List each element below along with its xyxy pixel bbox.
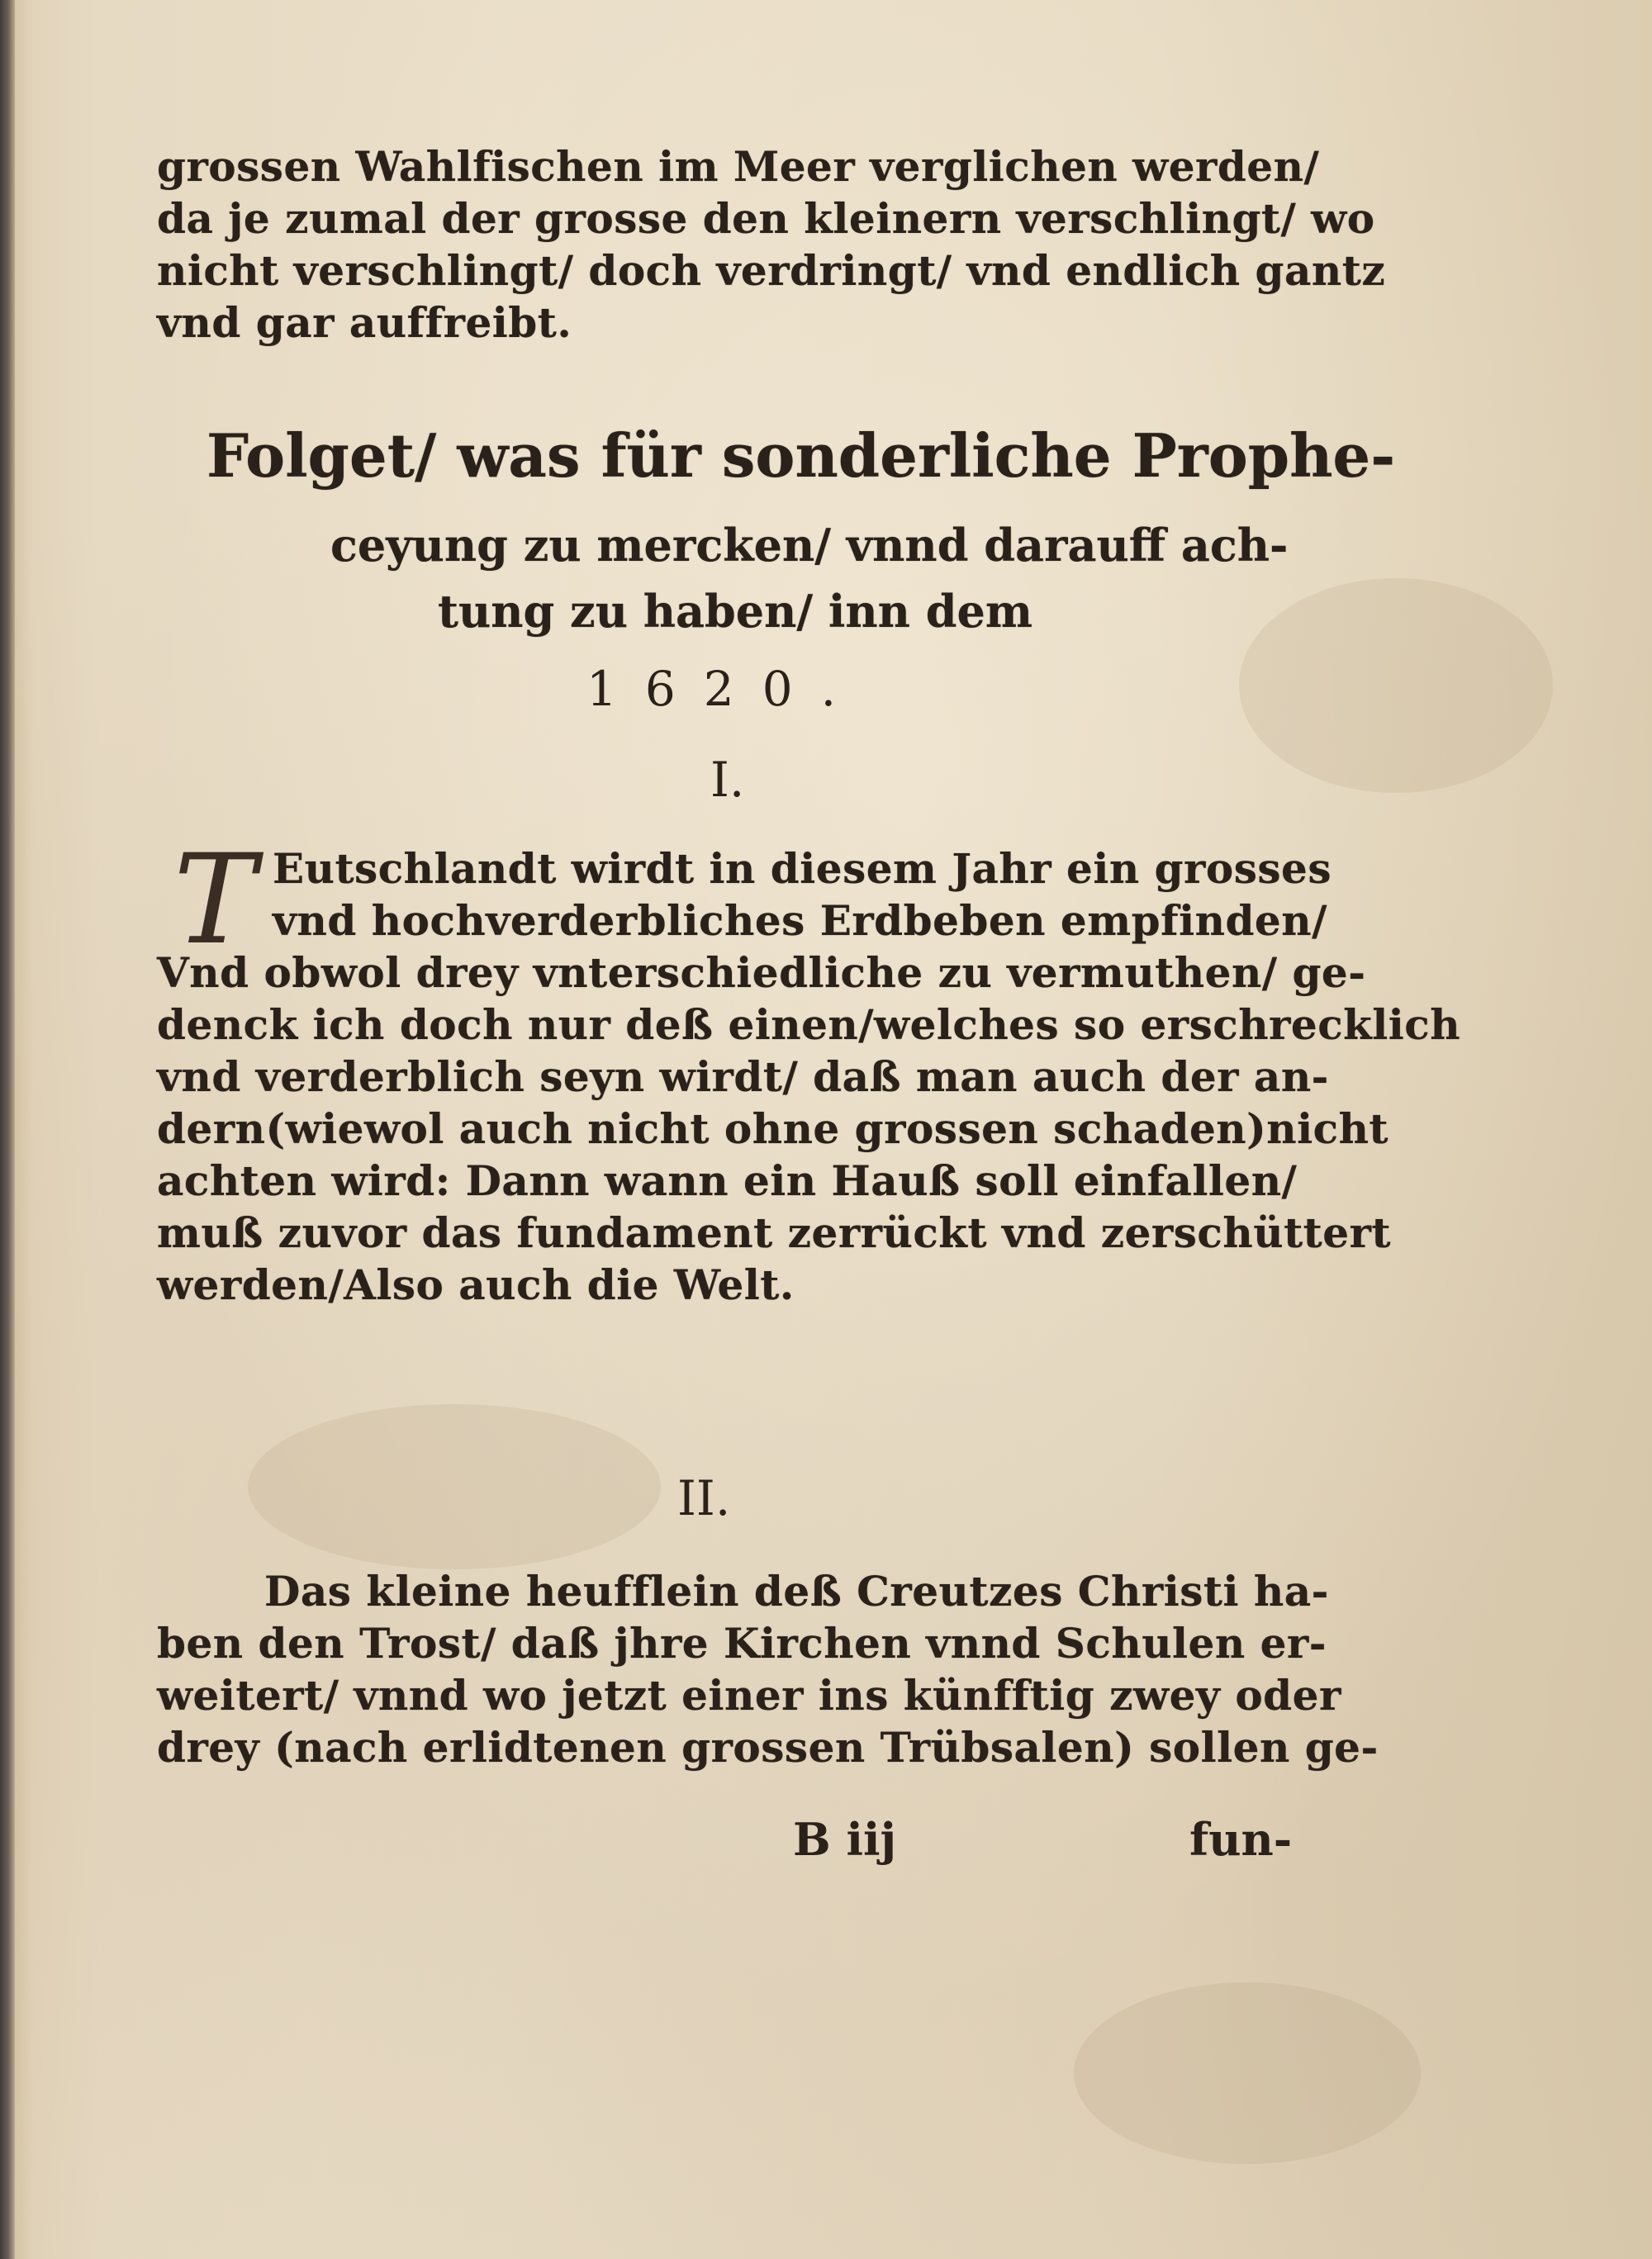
book-spine-edge bbox=[0, 0, 15, 2259]
paper-stain bbox=[1074, 1982, 1421, 2164]
catchword: fun- bbox=[1189, 1813, 1293, 1866]
text-line: Eutschlandt wirdt in diesem Jahr ein grosses bbox=[273, 844, 1332, 893]
section-heading-title: Folget/ was für sonderliche Prophe- bbox=[206, 420, 1396, 491]
text-line: muß zuvor das fundament zerrückt vnd zerschüttert bbox=[157, 1208, 1392, 1257]
text-line: vnd hochverderbliches Erdbeben empfinden/ bbox=[273, 896, 1327, 945]
heading-year: 1620. bbox=[586, 661, 865, 717]
section-number: I. bbox=[710, 752, 745, 808]
drop-capital: T bbox=[173, 828, 257, 972]
text-line: ben den Trost/ daß jhre Kirchen vnnd Schulen er- bbox=[157, 1619, 1327, 1668]
text-line: grossen Wahlfischen im Meer verglichen werden/ bbox=[157, 142, 1320, 191]
section-heading-subtitle: ceyung zu mercken/ vnnd darauff ach- bbox=[330, 519, 1289, 572]
text-line: Das kleine heufflein deß Creutzes Christi ha- bbox=[264, 1567, 1329, 1616]
text-line: vnd gar auffreibt. bbox=[157, 298, 572, 347]
text-line: nicht verschlingt/ doch verdringt/ vnd endlich gantz bbox=[157, 246, 1386, 295]
signature-mark: B iij bbox=[793, 1813, 897, 1866]
text-line: Vnd obwol drey vnterschiedliche zu vermuthen/ ge- bbox=[157, 948, 1366, 997]
text-line: drey (nach erlidtenen grossen Trübsalen) sollen ge- bbox=[157, 1723, 1379, 1772]
text-line: dern(wiewol auch nicht ohne grossen schaden)nicht bbox=[157, 1104, 1389, 1153]
section-1-paragraph bbox=[157, 828, 1461, 1311]
text-line: weitert/ vnnd wo jetzt einer ins künfftig zwey oder bbox=[157, 1671, 1341, 1720]
paper-stain bbox=[1239, 578, 1553, 793]
paper-stain bbox=[248, 1404, 661, 1569]
text-line: denck ich doch nur deß einen/welches so erschrecklich bbox=[157, 1000, 1461, 1049]
text-line: werden/Also auch die Welt. bbox=[157, 1260, 795, 1309]
text-line: da je zumal der grosse den kleinern verschlingt/ wo bbox=[157, 194, 1375, 243]
section-2-paragraph bbox=[157, 1565, 1379, 1773]
section-heading-subtitle: tung zu haben/ inn dem bbox=[438, 585, 1032, 638]
top-paragraph bbox=[157, 140, 1386, 349]
section-number: II. bbox=[677, 1470, 731, 1526]
text-line: vnd verderblich seyn wirdt/ daß man auch der an- bbox=[157, 1052, 1329, 1101]
text-line: achten wird: Dann wann ein Hauß soll einfallen/ bbox=[157, 1156, 1298, 1205]
